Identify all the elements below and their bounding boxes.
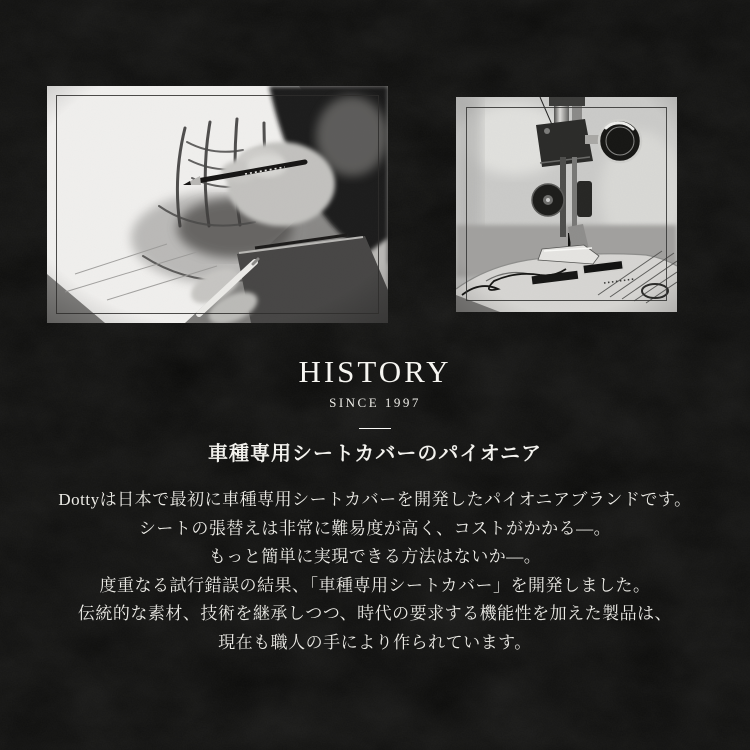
history-heading: 車種専用シートカバーのパイオニア xyxy=(208,443,542,465)
paragraph-line: 伝統的な素材、技術を継承しつつ、時代の要求する機能性を加えた製品は、 xyxy=(77,604,673,624)
history-subtitle: SINCE 1997 xyxy=(329,395,421,410)
paragraph-line: 度重なる試行錯誤の結果、「車種専用シートカバー」を開発しました。 xyxy=(99,575,651,595)
history-paragraph xyxy=(0,486,750,658)
paragraph-line: 現在も職人の手により作られています。 xyxy=(218,632,532,652)
history-title: HISTORY xyxy=(298,354,452,389)
paragraph-line: Dottyは日本で最初に車種専用シートカバーを開発したパイオニアブランドです。 xyxy=(58,490,692,509)
sewing-machine-photo xyxy=(456,97,677,312)
history-text-block xyxy=(0,352,750,658)
hand-sketching-photo xyxy=(47,86,388,323)
divider-line xyxy=(359,428,391,429)
paragraph-line: シートの張替えは非常に難易度が高く、コストがかかる―。 xyxy=(138,518,612,538)
paragraph-line: もっと簡単に実現できる方法はないか―。 xyxy=(208,547,542,567)
